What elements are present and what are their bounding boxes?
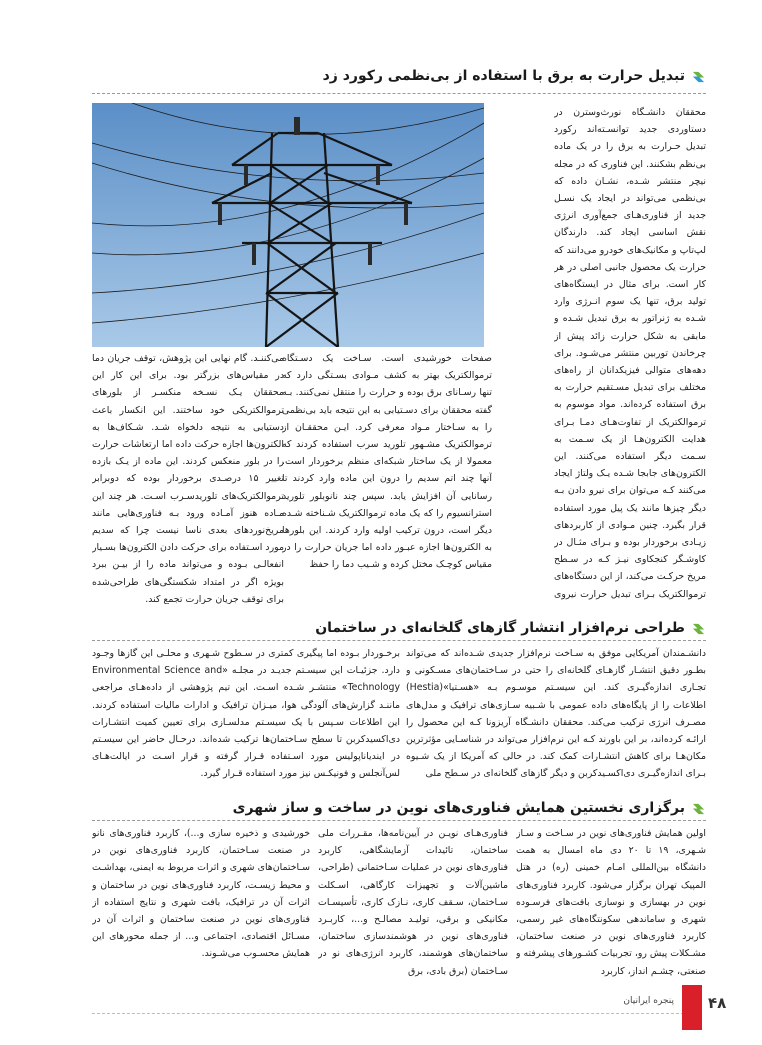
section1-divider xyxy=(92,93,706,94)
power-pylon-illustration xyxy=(92,103,484,347)
section1-title-text: تبدیل حرارت به برق با استفاده از بی‌نظمی رکورد زد xyxy=(322,68,685,84)
section1-column-right-text: محققان دانشـگاه نورث‌وسترن در دستاوردی جدید توانسـته‌اند رکورد تبدیل حـرارت به برق را در یک ماده بی‌نظم بشکنند. این فناوری که در مجله نیچر منتشر شـده، نشـان داده که بی‌نظمی می‌تواند در ایجاد یک نسـل جدید از فناوری‌هـای جمع‌آوری انرژی نقش اساسی ایجاد کند. دارندگان لپ‌تاپ و مکانیک‌های خودرو می‌دانند که حرارت یک محصول جانبی اصلی در هر کار است. برای مثال در ایستگاه‌های تولید برق، تنها یک سوم انـرژی وارد شـده به ژنراتور به برق تبدیل شـده و مابقی به شکل حرارت زائد پیش از چرخاندن توربین منتشر می‌شـود. برای دهه‌های متوالی فیزیکدانان از راه‌های مختلف برای تبدیل مسـتقیم حرارت به برق استفاده کرده‌اند. مواد موسوم به ترموالکتریک از تفاوت‌هـای دمـا بـرای هدایت الکترون‌هـا از یک سـمت به سـمت دیگر استفاده می‌کنند. این الکترون‌های جابجا شـده یـک ولتاژ ایجاد می‌کنند کـه می‌توان برای نیرو دادن بـه دیگر چیزها مانند یک پیل مورد استفاده قرار بگیرد. چنین مـوادی از کاربردهای زیـادی برخوردار بوده و بـرای مثـال در کاوشـگر کنجکاوی نیـز کـه در سـطح مریخ حرکـت می‌کند، از این دستگاه‌های ترموالکتریک بـرای تبدیل حرارت نیروی xyxy=(554,107,706,600)
section3-title-text: برگزاری نخستین همایش فناوری‌های نوین در ساخت و ساز شهری xyxy=(232,800,685,816)
section2-title xyxy=(315,620,706,636)
section3-title xyxy=(233,800,706,816)
section3-divider xyxy=(92,820,706,821)
section2-divider xyxy=(92,640,706,641)
double-chevron-icon xyxy=(691,621,706,636)
section2-column-left xyxy=(92,645,400,785)
section2-column-right-text: دانشـمندان آمریکایی موفق به سـاخت نرم‌افزار جدیدی شـده‌اند که می‌تواند بطـور دقیق انتشـار گازهـای گلخانه‌ای را حتی در سـاختمان‌های مسـکونی و تجـاری اندازه‌گیـری کند. این سیسـتم موسـوم بـه «هسـتیا»(Hestia) اطلاعات را از پایگاه‌های داده عمومی با شـبیه سـازی‌های ترافیک و مدل‌های مصـرف انرژی ترکیب می‌کند. محققان دانشـگاه آریزونا کـه این محصول را ارائـه کرده‌اند، بر این باورند کـه این نرم‌افزار می‌تواند در شناسـایی مؤثرترین مکان‌هـا برای کاهش انتشـارات کمک کند. در حالی که آمریکا از یک شـیوه بـرای اندازه‌گیـری دی‌اکسـیدکربن و دیگر گازهای گلخانه‌ای در سـطح ملی xyxy=(406,648,706,780)
section2-column-right xyxy=(406,645,706,785)
section3-column-middle-text: فناوری‌هـای نویـن در آیین‌نامه‌ها، مقـررات ملی ساختمان، تائیدات آزمایشگاهی، کاربرد فناوری‌های نوین در عملیات سـاختمانی (طراحی، ماشین‌آلات و تجهیزات کارگاهی، اسـکلت سـاختمان، سـقف کاری، نـازک کاری، تأسیسـات مکانیکی و برقی، تولیـد مصالـح و...، کاربـرد فناوری‌های نوین در هوشمندسازی ساختمان، ساختمان‌های هوشمند، کاربرد انرژی‌های نو در سـاختمان (برق بادی، برق xyxy=(318,828,508,977)
footer-divider xyxy=(92,1013,684,1014)
section1-column-right xyxy=(554,104,706,604)
section3-column-right xyxy=(516,825,706,985)
double-chevron-icon xyxy=(691,69,706,84)
section3-column-middle xyxy=(318,825,508,985)
page-number: ۴۸ xyxy=(708,994,727,1012)
section1-column-middle-text: صفحات خورشیدی است. سـاخت یک دسـتگاه ترموالکتریک بهتر به کشف مـوادی بسـتگی دارد که تنها رسـانای برق بوده و حرارت را منتقل نمی‌کنند. بـه گفته محققان برای دسـتیابی به این نتیجه باید بی‌نظمی را به سـاختار مـواد معرفی کرد. ایـن محققـان از ترموالکتریک مشـهور تلورید سرب استفاده کردند که معمولا از یک ساختار شبکه‌ای منظم برخوردار است. آنها چند اتم سدیم را درون این ماده وارد کردند تا رسانایی آن افزایش یابد. سپس چند نانوبلور تلورید استرانسیوم را که یک ماده ترموالکتریک شـناخته شـده دیگر است، درون ترکیب اولیه وارد کردند. این بلورها به الکترون‌ها اجازه عبـور داده اما جریان حرارت را در مقیاس کوچـک مختل کرده و شـیب دما را حفظ xyxy=(282,353,492,571)
section1-title xyxy=(323,68,706,84)
section1-column-middle xyxy=(282,350,492,604)
section3-column-left-text: خورشیدی و ذخیره سازی و...)، کاربرد فناوری‌های نانو در صنعت سـاختمان، کاربرد فناوری‌های نوین در سـاختمان‌های شهری و اثرات مربوط به ایمنی، بهداشـت و محیط زیسـت، کاربرد فناوری‌های نوین در ساختمان و اثرات آن در ترافیک، بافت شهری و نتایج استفاده از فناوری‌های نوین در صنعت ساختمان و اثرات آن در مسـائل اقتصادی، اجتماعی و... از جمله محورهای این همایش محسـوب می‌شـوند. xyxy=(92,828,310,960)
section1-column-left xyxy=(92,350,284,604)
section3-column-left xyxy=(92,825,310,985)
double-chevron-icon xyxy=(691,801,706,816)
power-pylon-photo xyxy=(92,103,484,347)
page-marker-bar xyxy=(682,985,702,1030)
section1-column-left-text: می‌کننـد. گام نهایی این پژوهش، توقف جریان دما در مقیاس‌های بزرگتر بود. برای این کار این محققان یـک نسـخه منکسـر از بلورهای ترموالکتریکی خود ساختند. این انکسار باعث دستیابی به نتیجه دلخواه شـد. شـکاف‌ها به الکترون‌ها اجازه حرکت داده اما ارتعاشات حرارت را در بلور منعکس کردند. این ماده از یـک بازده تغییر ۱۵ درصـدی برخوردار بوده که دوبرابر ترموالکتریک‌های تلوریدسـرب اسـت. هر چند این مـاده هنوز آمـاده ورود بـه فناوری‌هایی مانند مریخ‌نوردهای بعدی ناسا نیست چرا که سدیم مورد اسـتفاده برای حرکت دادن الکترون‌ها بسـیار انفعالـی بـوده و می‌تواند ماده را از بیـن ببرد بویژه اگر در امتداد شکستگی‌های طراحی‌شده برای توقف جریان حرارت تجمع کند. xyxy=(92,353,284,604)
section3-column-right-text: اولین همایش فناوری‌های نوین در سـاخت و سـاز شـهری، ۱۹ تا ۲۰ دی ماه امسال به همت دانشگاه بین‌المللی امـام خمینی (ره) در هتل المپیک تهران برگزار می‌شود. کاربرد فناوری‌های نوین در بهسازی و نوسازی بافت‌های فرسـوده شهری و ساماندهی سکونتگاه‌های غیر رسمی، کاربرد فناوری‌های نوین در صنعت ساختمان، مشـکلات پیش رو، تجربیات کشـورهای پیشرفته و صنعتی، چشـم انداز، کاربرد xyxy=(516,828,706,977)
journal-name: پنجره ایرانیان xyxy=(623,996,674,1006)
section2-title-text: طراحی نرم‌افزار انتشار گازهای گلخانه‌ای در ساختمان xyxy=(315,620,685,636)
section2-column-left-text: برخـوردار بـوده اما پیگیری کمتری در سـطوح شـهری و محلـی این گازها وجـود دارد. جزئیـات این سیسـتم جدیـد در مجلـه «Environmental Science and Technology» منتشـر شـده اسـت. این تیم پژوهشی از داده‌هـای مراجعی ماننـد گزارش‌های آلودگی هوا، میـزان ترافیک و ادارات مالیات استفاده کردند. این اطلاعات سـپس با یک سیسـتم مدلسـازی برای تعیین کمیت انتشـارات دی‌اکسیدکربن تا سطح سـاختمان‌ها ترکیب شده‌اند. درحـال حاضر این سیسـتم در ایندیاناپولیس مورد اسـتفاده قـرار گرفته و قرار اسـت در ایالت‌هـای لس‌آنجلس و فونیکـس نیز مورد استفاده قـرار گیرد. xyxy=(92,648,400,780)
